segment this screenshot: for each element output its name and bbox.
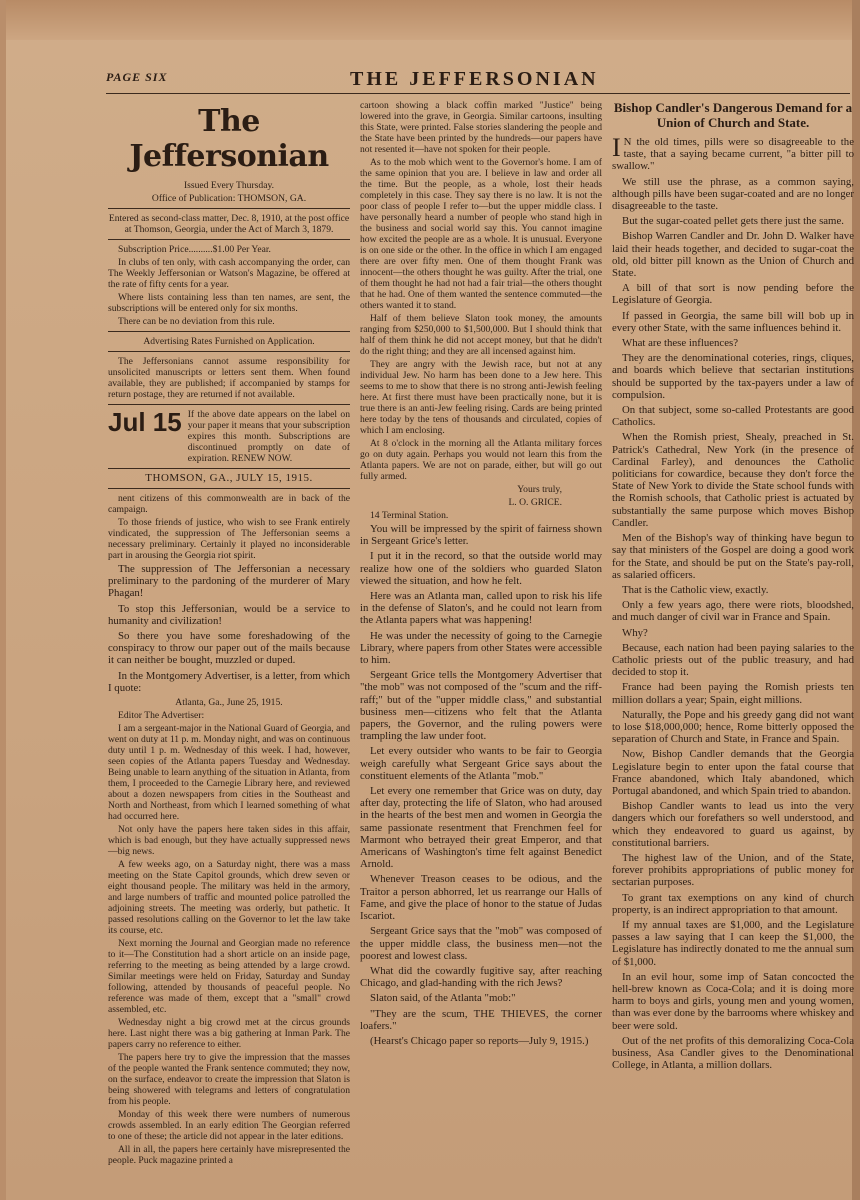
- lists-notice: Where lists containing less than ten names, are sent, the subscriptions will be entered only for six months.: [108, 292, 350, 314]
- letter-paragraph: Not only have the papers here taken sides in this affair, which is bad enough, but they have actually suppressed news—big news.: [108, 824, 350, 858]
- paragraph: To stop this Jeffersonian, would be a service to humanity and civilization!: [108, 602, 350, 627]
- paragraph: Only a few years ago, there were riots, bloodshed, and much danger of civil war in France and Spain.: [612, 599, 854, 624]
- column-3: [612, 100, 854, 1074]
- paragraph: To grant tax exemptions on any kind of church property, is an indirect appropriation to that amount.: [612, 891, 854, 916]
- expiration-box: [108, 409, 350, 464]
- letter-paragraph: I am a sergeant-major in the National Guard of Georgia, and went on duty at 11 p. m. Monday night, and was on continuous duty until 1 p. m. Wednesday of this week. I had, however, seen copies of the Atlanta papers Tuesday and Wednesday. Being unable to learn anything of the situation in Atlanta, from them, I proceeded to the Carnegie Library here, and reviewed about a dozen newspapers from cities in the Southeast and North and Northeast, from which I learned something of what had occurred here.: [108, 723, 350, 823]
- paragraph: nent citizens of this commonwealth are in back of the campaign.: [108, 493, 350, 515]
- deviation-notice: There can be no deviation from this rule.: [118, 316, 275, 327]
- paragraph: If passed in Georgia, the same bill will bob up in every other State, with the same influences behind it.: [612, 309, 854, 334]
- paragraph: On that subject, some so-called Protestants are good Catholics.: [612, 404, 854, 429]
- paragraph: Bishop Candler wants to lead us into the very dangers which our forefathers so well understood, and which they endeavored to guard us against, by constitutional barriers.: [612, 800, 854, 849]
- divider: [108, 351, 350, 352]
- paragraph-text: N the old times, pills were so disagreeable to the taste, that a saying became current, "a bitter pill to swallow.": [612, 136, 854, 173]
- letter-salutation: Editor The Advertiser:: [118, 710, 205, 722]
- drop-cap: I: [612, 133, 621, 162]
- running-title: THE JEFFERSONIAN: [350, 68, 599, 90]
- letter-paragraph: As to the mob which went to the Governor's home. I am of the same opinion that you are. I believe in law and order all the time. But the people, as a whole, lost their heads completely in this case. They say there is no law. It is not the poor class of people I refer to—but the upper middle class. I have personally heard a number of people who stand high in the business and social world say this. You cannot imagine how excited the people are as a whole. It is unusual. Everyone is on one side or the other. In the office in which I am engaged there are over fifty men. One of them thought Frank was innocent—the others thought he was guilty. After the trial, one of them thought he had not had a fair trial—the others thought that he had. One of them wanted the sentence commuted—the others wanted it to stand.: [360, 157, 602, 311]
- entered-notice: Entered as second-class matter, Dec. 8, 1910, at the post office at Thomson, Georgia, under the Act of March 3, 1879.: [108, 213, 350, 235]
- letter-signature: L. O. GRICE.: [508, 497, 562, 508]
- paragraph: France had been paying the Romish priests ten million dollars a year; Spain, eight millions.: [612, 681, 854, 706]
- divider: [108, 208, 350, 209]
- paragraph: Now, Bishop Candler demands that the Georgia Legislature begin to enter upon the fatal course that France abandoned, which Italy abandoned, which Portugal abandoned, and which Spain tried to abandon.: [612, 748, 854, 797]
- divider: [108, 404, 350, 405]
- paragraph: So there you have some foreshadowing of the conspiracy to throw our paper out of the mails because it can neither be bought, muzzled or duped.: [108, 630, 350, 667]
- paragraph: That is the Catholic view, exactly.: [622, 583, 769, 596]
- paragraph: I put it in the record, so that the outside world may realize how one of the soldiers who guarded Slaton viewed the situation, and how he felt.: [360, 550, 602, 587]
- paragraph: Sergeant Grice says that the "mob" was composed of the upper middle class, the business men—not the poorest and lowest class.: [360, 925, 602, 962]
- divider: [108, 239, 350, 240]
- paragraph: Men of the Bishop's way of thinking have begun to say that ministers of the Gospel are doing a good work for the State, and should be put on the State's pay-roll, as salaried officers.: [612, 532, 854, 581]
- column-1: [108, 100, 350, 1168]
- paragraph: But the sugar-coated pellet gets there just the same.: [622, 215, 844, 228]
- paragraph: They are the denominational coteries, rings, cliques, and boards which believe that sectarian institutions should be supported by the tax-payers under a law of compulsion.: [612, 352, 854, 401]
- paragraph: A bill of that sort is now pending before the Legislature of Georgia.: [612, 282, 854, 307]
- nameplate: The Jeffersonian: [129, 104, 329, 174]
- paragraph: The highest law of the Union, and of the State, forever prohibits appropriations of public money for sectarian purposes.: [612, 851, 854, 889]
- paragraph: Bishop Warren Candler and Dr. John D. Walker have laid their heads together, and decided to sugar-coat the old, old bitter pill known as the Union of Church and State.: [612, 230, 854, 280]
- expiration-text: If the above date appears on the label on your paper it means that your subscription expires this month. Subscriptions are discontinued promptly on date of expiration. RENEW NOW.: [187, 409, 350, 464]
- paragraph: Let every one remember that Grice was on duty, day after day, protecting the life of Slaton, who had aroused in the hearts of the best men and women in Georgia the same passionate resentment that Frenchmen feel for Marmont who betrayed their great Emperor, and that Americans of Washington's time felt against Benedict Arnold.: [360, 785, 602, 871]
- letter-paragraph: All in all, the papers here certainly have misrepresented the people. Puck magazine printed a: [108, 1144, 350, 1167]
- letter-paragraph: They are angry with the Jewish race, but not at any individual Jew. No harm has been done to a Jew here. This seems to me to show that there is no strong anti-Jewish feeling here. At first there must have been practically none, but it is true there is an anti-Jew feeling rising. Cards are being printed here today by the tens of thousands and circulated, copies of which I am enclosing.: [360, 359, 602, 436]
- paragraph: Slaton said, of the Atlanta "mob:": [370, 992, 516, 1005]
- paragraph: Because, each nation had been paying salaries to the Catholic priests out of the public treasury, and had decided to stop it.: [612, 641, 854, 679]
- divider: [108, 488, 350, 489]
- article-headline: Bishop Candler's Dangerous Demand for a Union of Church and State.: [613, 100, 853, 130]
- paragraph: [612, 133, 854, 173]
- paragraph: Out of the net profits of this demoralizing Coca-Cola business, Asa Candler gives to the Denominational College, in Atlanta, a million dollars.: [612, 1034, 854, 1072]
- paragraph: When the Romish priest, Shealy, preached in St. Patrick's Cathedral, New York (in the presence of Cardinal Farley), and denounces the Catholic politicians for cowardice, because they don't force the State of New York to divide the State school funds with the Romish schools, that Catholic priest is actuated by substantially the same purpose which moves Bishop Candler.: [612, 431, 854, 529]
- page-left-edge: [0, 0, 6, 1200]
- paragraph: (Hearst's Chicago paper so reports—July 9, 1915.): [370, 1034, 589, 1047]
- paragraph: Whenever Treason ceases to be odious, and the Traitor a person abhorred, let us rearrange our Halls of Fame, and give the place of honor to the statue of Judas Iscariot.: [360, 873, 602, 923]
- letter-paragraph: At 8 o'clock in the morning all the Atlanta military forces go on duty again. Perhaps you would not learn this from the Atlanta papers. We are not on parade, either, but will go out fully armed.: [360, 438, 602, 482]
- letter-dateline: Atlanta, Ga., June 25, 1915.: [175, 697, 283, 709]
- paragraph: Why?: [622, 626, 648, 639]
- subscription-price: Subscription Price..........$1.00 Per Year.: [118, 244, 271, 255]
- paragraph: If my annual taxes are $1,000, and the Legislature passes a law saying that I can keep the $1,000, the Legislature has indirectly donated to me the annual sum of $1,000.: [612, 918, 854, 968]
- letter-paragraph: Wednesday night a big crowd met at the circus grounds here. Last night there was a big gathering at Inman Park. The papers carry no reference to either.: [108, 1017, 350, 1051]
- paragraph: Sergeant Grice tells the Montgomery Advertiser that "the mob" was not composed of the "scum and the riff-raff;" but of the "upper middle class," and substantial business men—citizens who felt that the Atlanta papers, the Governor, and the ruling powers were trampling the law under foot.: [360, 669, 602, 743]
- paragraph: Naturally, the Pope and his greedy gang did not want to lose $18,000,000; hence, Rome bitterly opposed the separation of Church and State, in France and Spain.: [612, 708, 854, 746]
- column-2: [360, 100, 602, 1050]
- advertising-notice: Advertising Rates Furnished on Application.: [143, 336, 315, 347]
- paragraph: In an evil hour, some imp of Satan concocted the hell-brew known as Coca-Cola; and it is doing more harm to boys and girls, young men and young women, than was ever done by the barrooms where whiskey and beer were sold.: [612, 970, 854, 1032]
- paragraph: To those friends of justice, who wish to see Frank entirely vindicated, the suppression of The Jeffersonian seems a necessary preliminary. Certainly it played no inconsiderable part in arousing the Georgia riot spirit.: [108, 517, 350, 561]
- paragraph: Let every outsider who wants to be fair to Georgia weigh carefully what Sergeant Grice says about the constituent elements of the Atlanta "mob.": [360, 745, 602, 782]
- paragraph: He was under the necessity of going to the Carnegie Library, where papers from other States were accessible to him.: [360, 629, 602, 667]
- paragraph: What did the cowardly fugitive say, after reaching Chicago, and glad-handing with the rich Jews?: [360, 964, 602, 990]
- letter-paragraph: Half of them believe Slaton took money, the amounts ranging from $250,000 to $1,500,000. But I should think that half of them think he did not accept money, but that he didn't do the right thing; and they are all incensed against him.: [360, 313, 602, 357]
- letter-closing: Yours truly,: [517, 484, 562, 495]
- paragraph: The suppression of The Jeffersonian a necessary preliminary to the pardoning of the murderer of Mary Phagan!: [108, 563, 350, 600]
- dateline: THOMSON, GA., JULY 15, 1915.: [145, 472, 313, 484]
- article-body: [612, 133, 854, 1072]
- letter-address: 14 Terminal Station.: [370, 510, 449, 521]
- page-top-stain: [0, 0, 860, 40]
- divider: [108, 331, 350, 332]
- letter-paragraph: A few weeks ago, on a Saturday night, there was a mass meeting on the State Capitol grounds, which drew seven or eight thousand people. The military was held in the armory, and large numbers of traffic and mounted police patrolled the adjoining streets. The meeting was orderly, but pathetic. It passed resolutions calling on the Governor to let the law take its course, etc.: [108, 859, 350, 937]
- paragraph: In the Montgomery Advertiser, is a letter, from which I quote:: [108, 669, 350, 694]
- letter-paragraph: cartoon showing a black coffin marked "Justice" being lowered into the grave, in Georgia. Similar cartoons, insulting this State, were printed. False stories slandering the people and the State have been printed by the hundreds—our papers have not resented it—have not spoken for their people.: [360, 100, 602, 155]
- office-line: Office of Publication: THOMSON, GA.: [151, 193, 307, 204]
- paragraph: Here was an Atlanta man, called upon to risk his life in the defense of Slaton's, and he could not learn from the Atlanta papers what was happening!: [360, 590, 602, 627]
- editorial-block: [108, 563, 350, 694]
- issued-line: Issued Every Thursday.: [183, 180, 275, 191]
- paragraph: You will be impressed by the spirit of fairness shown in Sergeant Grice's letter.: [360, 523, 602, 548]
- editorial-block: [360, 523, 602, 1047]
- paragraph: "They are the scum, THE THIEVES, the corner loafers.": [360, 1007, 602, 1032]
- paragraph: We still use the phrase, as a common saying, although pills have been sugar-coated and are no longer disagreeable to the taste.: [612, 175, 854, 213]
- letter-paragraph: The papers here try to give the impression that the masses of the people wanted the Frank sentence commuted; they now, on the surface, endeavor to create the impression that Slaton is being showered with telegrams and letters of congratulation from his people.: [108, 1052, 350, 1108]
- header-rule: [106, 93, 850, 94]
- expiration-date: Jul 15: [108, 407, 182, 437]
- letter-paragraph: Next morning the Journal and Georgian made no reference to it—The Constitution had a short article on an inside page, referring to the meeting as being attended by a large crowd. Similar meetings were held on Friday, Saturday and Sunday following, attended by thousands of peaceful people. No reference was made of them, except that a "small" crowd assembled, etc.: [108, 938, 350, 1016]
- letter-paragraph: Monday of this week there were numbers of numerous crowds assembled. In an early edition The Georgian referred to one of these; the article did not appear in the later editions.: [108, 1109, 350, 1143]
- clubs-notice: In clubs of ten only, with cash accompanying the order, can The Weekly Jeffersonian or Watson's Magazine, be offered at the rate of fifty cents for a year.: [108, 257, 350, 290]
- paragraph: What are these influences?: [622, 337, 739, 350]
- divider: [108, 468, 350, 469]
- responsibility-notice: The Jeffersonians cannot assume responsibility for unsolicited manuscripts or letters sent them. When found available, they are published; if accompanied by stamps for return postage, they are returned if not available.: [108, 356, 350, 400]
- page-number: PAGE SIX: [106, 70, 168, 84]
